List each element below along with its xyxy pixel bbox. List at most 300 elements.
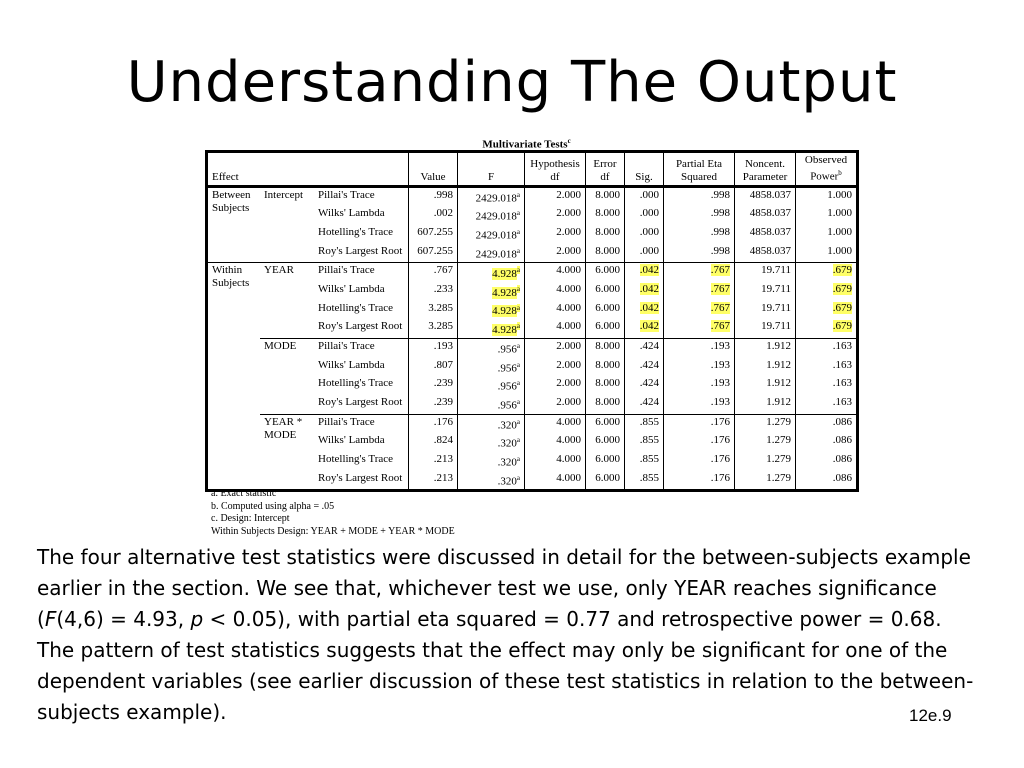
- cell-eta-value: .998: [710, 225, 730, 238]
- cell-noncent-value: 19.711: [761, 264, 791, 277]
- effect-cell: Within Subjects: [207, 263, 261, 491]
- cell-power: [796, 358, 858, 377]
- cell-eta-value: .176: [710, 471, 730, 484]
- cell-f: [458, 414, 525, 433]
- cell-f-value: .320: [497, 437, 517, 450]
- cell-value: [409, 376, 458, 395]
- cell-f-footnote-mark: a: [516, 379, 520, 388]
- cell-err-df: [586, 301, 625, 320]
- cell-eta-value: .193: [710, 339, 730, 352]
- cell-noncent-value: 1.279: [766, 452, 791, 465]
- cell-sig: [625, 414, 664, 433]
- cell-noncent: [735, 452, 796, 471]
- cell-err-df: [586, 206, 625, 225]
- cell-f: [458, 395, 525, 414]
- cell-noncent: [735, 358, 796, 377]
- cell-hyp-df: [525, 338, 586, 357]
- cell-hyp-df-value: 2.000: [556, 339, 581, 352]
- cell-sig-value: .000: [639, 244, 659, 257]
- test-name-cell: Wilks' Lambda: [318, 434, 385, 447]
- cell-value: [409, 206, 458, 225]
- cell-power-value: 1.000: [827, 244, 852, 257]
- cell-power-value: .679: [832, 301, 852, 314]
- cell-eta-value: .176: [710, 434, 730, 447]
- header-sig: [625, 152, 664, 187]
- test-name-cell: Wilks' Lambda: [318, 207, 385, 220]
- cell-sig-value: .855: [639, 415, 659, 428]
- cell-noncent: [735, 471, 796, 491]
- cell-eta-value: .767: [710, 282, 730, 295]
- cell-noncent: [735, 319, 796, 338]
- cell-power: [796, 263, 858, 282]
- cell-err-df-value: 8.000: [595, 225, 620, 238]
- cell-err-df: [586, 433, 625, 452]
- cell-f: [458, 358, 525, 377]
- cell-f-footnote-mark: a: [516, 284, 520, 293]
- cell-value-value: .998: [433, 188, 453, 201]
- header-noncent-line2: Parameter: [742, 170, 788, 183]
- cell-hyp-df: [525, 395, 586, 414]
- cell-value: [409, 319, 458, 338]
- cell-value-value: .239: [433, 395, 453, 408]
- cell-sig-value: .000: [639, 207, 659, 220]
- table-caption: [205, 137, 848, 151]
- cell-value: [409, 282, 458, 301]
- cell-sig-value: .424: [639, 339, 659, 352]
- cell-hyp-df-value: 2.000: [556, 207, 581, 220]
- cell-eta-value: .176: [710, 452, 730, 465]
- cell-f-value: 2429.018: [475, 248, 517, 261]
- header-hypothesis-df-line2: df: [550, 170, 560, 183]
- cell-f-footnote-mark: a: [516, 341, 520, 350]
- cell-sig-value: .855: [639, 434, 659, 447]
- cell-f-value: .320: [497, 456, 517, 469]
- cell-value-value: .193: [433, 339, 453, 352]
- cell-f-footnote-mark: a: [516, 397, 520, 406]
- cell-f-value: .956: [497, 399, 517, 412]
- cell-value-value: .176: [433, 415, 453, 428]
- cell-power: [796, 395, 858, 414]
- cell-eta-value: .193: [710, 377, 730, 390]
- cell-sig: [625, 186, 664, 206]
- cell-power-value: .086: [832, 434, 852, 447]
- cell-f: [458, 433, 525, 452]
- cell-eta: [664, 225, 735, 244]
- cell-value: [409, 452, 458, 471]
- cell-hyp-df: [525, 301, 586, 320]
- header-hypothesis-df: [525, 152, 586, 187]
- cell-power-value: .086: [832, 415, 852, 428]
- cell-eta: [664, 452, 735, 471]
- cell-hyp-df: [525, 319, 586, 338]
- cell-f-value: 4.928: [492, 286, 517, 299]
- effect-cell: Between Subjects: [212, 188, 251, 214]
- header-partial-eta-line2: Squared: [680, 170, 718, 183]
- header-value-label: Value: [420, 170, 446, 183]
- cell-value: [409, 244, 458, 263]
- cell-err-df: [586, 338, 625, 357]
- cell-eta: [664, 376, 735, 395]
- cell-err-df-value: 6.000: [595, 471, 620, 484]
- cell-f-value: .320: [497, 475, 517, 488]
- cell-noncent-value: 4858.037: [749, 225, 791, 238]
- cell-noncent-value: 1.912: [766, 339, 791, 352]
- cell-err-df: [586, 225, 625, 244]
- cell-noncent-value: 1.912: [766, 395, 791, 408]
- cell-hyp-df: [525, 244, 586, 263]
- cell-err-df-value: 6.000: [595, 452, 620, 465]
- cell-value: [409, 301, 458, 320]
- cell-hyp-df: [525, 452, 586, 471]
- cell-value-value: 607.255: [417, 225, 453, 238]
- cell-f-value: .956: [497, 343, 517, 356]
- header-f: [458, 152, 525, 187]
- cell-value-value: .767: [433, 264, 453, 277]
- cell-power: [796, 282, 858, 301]
- cell-f: [458, 319, 525, 338]
- header-sig-label: Sig.: [635, 170, 653, 183]
- cell-eta-value: .193: [710, 395, 730, 408]
- cell-hyp-df: [525, 282, 586, 301]
- test-name-cell: Roy's Largest Root: [318, 244, 403, 257]
- cell-sig: [625, 301, 664, 320]
- cell-power: [796, 414, 858, 433]
- cell-sig: [625, 244, 664, 263]
- cell-power-value: .679: [832, 320, 852, 333]
- cell-value-value: 3.285: [428, 301, 453, 314]
- cell-hyp-df-value: 4.000: [556, 282, 581, 295]
- subeffect-cell: Intercept: [264, 188, 304, 201]
- table-header-row: [207, 152, 858, 187]
- table-caption-footnote-mark: c: [567, 137, 571, 145]
- cell-err-df-value: 8.000: [595, 244, 620, 257]
- cell-hyp-df-value: 4.000: [556, 434, 581, 447]
- cell-err-df: [586, 395, 625, 414]
- cell-eta-value: .767: [710, 320, 730, 333]
- cell-eta-value: .767: [710, 264, 730, 277]
- table-footnotes: [211, 488, 455, 538]
- cell-power: [796, 301, 858, 320]
- table-row: [207, 263, 858, 282]
- cell-noncent: [735, 338, 796, 357]
- footnote-c: c. Design: Intercept: [211, 513, 290, 524]
- cell-err-df-value: 6.000: [595, 320, 620, 333]
- cell-f-value: .320: [497, 419, 517, 432]
- explanation-paragraph: [37, 542, 977, 728]
- cell-sig: [625, 319, 664, 338]
- cell-noncent: [735, 244, 796, 263]
- cell-value-value: .233: [433, 282, 453, 295]
- cell-noncent-value: 19.711: [761, 282, 791, 295]
- footnote-b: b. Computed using alpha = .05: [211, 500, 335, 512]
- cell-eta-value: .176: [710, 415, 730, 428]
- cell-noncent: [735, 225, 796, 244]
- test-name-cell: Wilks' Lambda: [318, 358, 385, 371]
- cell-noncent-value: 1.912: [766, 358, 791, 371]
- cell-eta-value: .998: [710, 188, 730, 201]
- cell-power-value: 1.000: [827, 188, 852, 201]
- test-name-cell: Roy's Largest Root: [318, 320, 403, 333]
- header-error-df-line2: df: [600, 170, 610, 183]
- cell-eta: [664, 301, 735, 320]
- cell-sig-value: .855: [639, 471, 659, 484]
- table-row: [207, 338, 858, 357]
- cell-value-value: .807: [433, 358, 453, 371]
- cell-f-value: 2429.018: [475, 229, 517, 242]
- cell-sig-value: .042: [639, 301, 659, 314]
- cell-err-df: [586, 376, 625, 395]
- cell-err-df-value: 6.000: [595, 282, 620, 295]
- cell-noncent-value: 4858.037: [749, 244, 791, 257]
- cell-value-value: .002: [433, 207, 453, 220]
- cell-value: [409, 414, 458, 433]
- test-name-cell: Pillai's Trace: [318, 188, 375, 201]
- cell-eta-value: .193: [710, 358, 730, 371]
- p-value-symbol: p: [190, 607, 204, 631]
- header-observed-power-line2: Power: [810, 170, 839, 183]
- cell-value: [409, 395, 458, 414]
- cell-err-df: [586, 263, 625, 282]
- cell-eta: [664, 263, 735, 282]
- cell-eta: [664, 395, 735, 414]
- cell-power-value: .679: [832, 282, 852, 295]
- cell-value: [409, 433, 458, 452]
- cell-sig-value: .042: [639, 320, 659, 333]
- cell-value: [409, 225, 458, 244]
- cell-sig-value: .000: [639, 188, 659, 201]
- header-partial-eta-line1: Partial Eta: [675, 157, 723, 170]
- cell-power-value: .163: [832, 358, 852, 371]
- header-partial-eta: [664, 152, 735, 187]
- cell-value-value: .213: [433, 452, 453, 465]
- cell-err-df: [586, 471, 625, 491]
- cell-err-df: [586, 414, 625, 433]
- cell-hyp-df: [525, 414, 586, 433]
- test-name-cell: Wilks' Lambda: [318, 282, 385, 295]
- cell-noncent: [735, 282, 796, 301]
- header-error-df-line1: Error: [593, 157, 617, 170]
- test-name-cell: Hotelling's Trace: [318, 452, 394, 465]
- cell-f: [458, 263, 525, 282]
- cell-hyp-df-value: 2.000: [556, 377, 581, 390]
- cell-f: [458, 282, 525, 301]
- cell-err-df-value: 6.000: [595, 415, 620, 428]
- cell-noncent: [735, 376, 796, 395]
- cell-value: [409, 358, 458, 377]
- cell-power: [796, 186, 858, 206]
- cell-eta: [664, 471, 735, 491]
- cell-noncent: [735, 414, 796, 433]
- header-effect: [207, 152, 409, 187]
- cell-sig: [625, 471, 664, 491]
- header-error-df: [586, 152, 625, 187]
- cell-sig: [625, 376, 664, 395]
- cell-noncent-value: 1.912: [766, 377, 791, 390]
- cell-f-footnote-mark: a: [516, 417, 520, 426]
- cell-power: [796, 471, 858, 491]
- cell-err-df: [586, 282, 625, 301]
- cell-power-value: .163: [832, 395, 852, 408]
- cell-f: [458, 471, 525, 491]
- cell-f-footnote-mark: a: [516, 246, 520, 255]
- test-name-cell: Pillai's Trace: [314, 263, 409, 282]
- cell-hyp-df: [525, 225, 586, 244]
- cell-f-footnote-mark: a: [516, 190, 520, 199]
- cell-eta: [664, 338, 735, 357]
- cell-power-value: .086: [832, 471, 852, 484]
- cell-f-value: .956: [497, 380, 517, 393]
- cell-noncent: [735, 186, 796, 206]
- slide-title: Understanding The Output: [126, 50, 898, 115]
- cell-noncent-value: 1.279: [766, 471, 791, 484]
- cell-hyp-df-value: 4.000: [556, 415, 581, 428]
- cell-noncent-value: 1.279: [766, 434, 791, 447]
- cell-sig-value: .042: [639, 282, 659, 295]
- test-name-cell: Roy's Largest Root: [318, 395, 403, 408]
- cell-f-footnote-mark: a: [516, 303, 520, 312]
- table-row: [207, 186, 858, 206]
- test-name-cell: Pillai's Trace: [314, 338, 409, 357]
- cell-f-footnote-mark: a: [516, 209, 520, 218]
- cell-sig: [625, 433, 664, 452]
- cell-hyp-df: [525, 433, 586, 452]
- cell-f: [458, 452, 525, 471]
- cell-sig: [625, 338, 664, 357]
- cell-f: [458, 225, 525, 244]
- header-hypothesis-df-line1: Hypothesis: [530, 157, 580, 170]
- cell-value-value: .213: [433, 471, 453, 484]
- cell-err-df-value: 8.000: [595, 207, 620, 220]
- subeffect-cell: YEAR * MODE: [260, 414, 314, 491]
- header-value: [409, 152, 458, 187]
- cell-f: [458, 338, 525, 357]
- cell-value: [409, 263, 458, 282]
- cell-f-value: 4.928: [492, 323, 517, 336]
- cell-noncent: [735, 395, 796, 414]
- table-body: [207, 186, 858, 491]
- cell-sig-value: .424: [639, 395, 659, 408]
- cell-f: [458, 186, 525, 206]
- cell-noncent: [735, 263, 796, 282]
- header-noncent: [735, 152, 796, 187]
- cell-value: [409, 186, 458, 206]
- cell-eta: [664, 282, 735, 301]
- cell-power-value: .163: [832, 339, 852, 352]
- cell-sig: [625, 263, 664, 282]
- cell-eta-value: .998: [710, 207, 730, 220]
- cell-value-value: 3.285: [428, 320, 453, 333]
- cell-power: [796, 244, 858, 263]
- subeffect-cell: YEAR: [260, 263, 314, 339]
- cell-power-value: .086: [832, 452, 852, 465]
- cell-hyp-df-value: 2.000: [556, 188, 581, 201]
- cell-value-value: .824: [433, 434, 453, 447]
- slide-number: 12e.9: [909, 706, 952, 725]
- cell-f-footnote-mark: a: [516, 473, 520, 482]
- table-row: [207, 414, 858, 433]
- cell-noncent: [735, 433, 796, 452]
- cell-err-df: [586, 186, 625, 206]
- explanation-part-1: The four alternative test statistics were discussed in detail for the between-subjects example earlier in the section. We see that, whichever test we use, only YEAR reaches significance (: [37, 545, 971, 631]
- cell-noncent-value: 4858.037: [749, 188, 791, 201]
- footnote-c-continued: Within Subjects Design: YEAR + MODE + YEAR * MODE: [211, 525, 455, 537]
- cell-hyp-df: [525, 186, 586, 206]
- cell-f-value: 4.928: [492, 267, 517, 280]
- header-effect-label: Effect: [212, 170, 239, 183]
- cell-f-footnote-mark: a: [516, 360, 520, 369]
- test-name-cell: Hotelling's Trace: [318, 225, 394, 238]
- header-observed-power-line1: Observed: [804, 154, 848, 166]
- cell-f: [458, 301, 525, 320]
- cell-noncent-value: 19.711: [761, 301, 791, 314]
- cell-eta: [664, 244, 735, 263]
- explanation-part-2: (4,6) = 4.93,: [56, 607, 191, 631]
- cell-power: [796, 225, 858, 244]
- cell-power-value: 1.000: [827, 207, 852, 220]
- cell-eta-value: .767: [710, 301, 730, 314]
- cell-err-df: [586, 358, 625, 377]
- cell-sig: [625, 282, 664, 301]
- cell-power: [796, 206, 858, 225]
- cell-power: [796, 338, 858, 357]
- cell-f-footnote-mark: a: [516, 266, 520, 275]
- cell-hyp-df-value: 2.000: [556, 225, 581, 238]
- cell-hyp-df: [525, 206, 586, 225]
- explanation-part-3: < 0.05), with partial eta squared = 0.77 and retrospective power = 0.68. The pattern of test statistics suggests that the effect may only be significant for one of the dependent variables (see earlier discussion of these test statistics in relation to the between-subjects example).: [37, 607, 974, 724]
- cell-sig: [625, 225, 664, 244]
- cell-err-df: [586, 244, 625, 263]
- cell-hyp-df-value: 2.000: [556, 244, 581, 257]
- table-caption-text: Multivariate Tests: [482, 138, 568, 151]
- cell-noncent-value: 1.279: [766, 415, 791, 428]
- cell-hyp-df-value: 4.000: [556, 301, 581, 314]
- cell-hyp-df-value: 4.000: [556, 264, 581, 277]
- cell-err-df-value: 8.000: [595, 395, 620, 408]
- cell-eta: [664, 206, 735, 225]
- cell-f-footnote-mark: a: [516, 322, 520, 331]
- cell-power-value: .163: [832, 377, 852, 390]
- cell-hyp-df: [525, 471, 586, 491]
- cell-err-df: [586, 452, 625, 471]
- cell-value-value: .239: [433, 377, 453, 390]
- cell-sig: [625, 452, 664, 471]
- cell-f-value: 4.928: [492, 305, 517, 318]
- cell-f-value: .956: [497, 362, 517, 375]
- cell-eta: [664, 358, 735, 377]
- cell-f: [458, 206, 525, 225]
- cell-err-df-value: 6.000: [595, 301, 620, 314]
- cell-power-value: .679: [832, 264, 852, 277]
- cell-power: [796, 319, 858, 338]
- cell-hyp-df: [525, 358, 586, 377]
- cell-f-value: 2429.018: [475, 192, 517, 205]
- cell-eta: [664, 433, 735, 452]
- cell-power: [796, 433, 858, 452]
- cell-noncent-value: 19.711: [761, 320, 791, 333]
- test-name-cell: Roy's Largest Root: [318, 471, 403, 484]
- cell-eta: [664, 186, 735, 206]
- cell-f-footnote-mark: a: [516, 454, 520, 463]
- cell-noncent-value: 4858.037: [749, 207, 791, 220]
- cell-err-df-value: 8.000: [595, 339, 620, 352]
- cell-err-df-value: 6.000: [595, 264, 620, 277]
- cell-eta: [664, 319, 735, 338]
- test-name-cell: Pillai's Trace: [314, 414, 409, 433]
- f-statistic-symbol: F: [44, 607, 57, 631]
- cell-sig: [625, 358, 664, 377]
- cell-f-footnote-mark: a: [516, 436, 520, 445]
- cell-err-df-value: 8.000: [595, 377, 620, 390]
